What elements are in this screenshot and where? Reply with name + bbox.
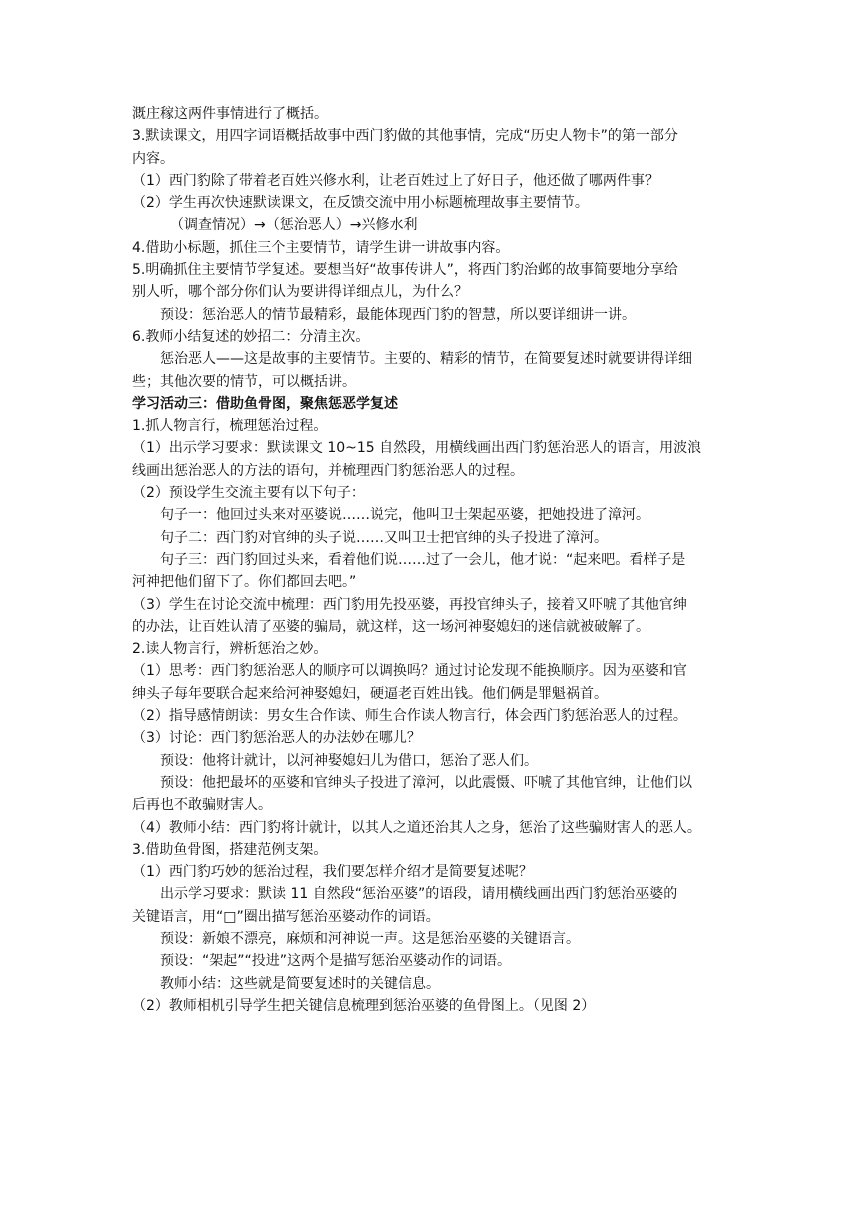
text-line: 句子三：西门豹回过头来，看着他们说……过了一会儿，他才说：“起来吧。看样子是 (160, 551, 686, 568)
text-line: 出示学习要求：默读 11 自然段“惩治巫婆”的语段，请用横线画出西门豹惩治巫婆的 (160, 886, 678, 903)
text-line: 预设：惩治恶人的情节最精彩，最能体现西门豹的智慧，所以要详细讲一讲。 (160, 306, 636, 323)
text-line: 河神把他们留下了。你们都回去吧。” (132, 574, 357, 591)
text-line: （1）出示学习要求：默读课文 10~15 自然段，用横线画出西门豹惩治恶人的语言，用波浪 (132, 440, 702, 457)
text-line: 3.默读课文，用四字词语概括故事中西门豹做的其他事情，完成“历史人物卡”的第一部分 (132, 128, 678, 145)
text-line: 预设：他把最坏的巫婆和官绅头子投进了漳河，以此震慑、吓唬了其他官绅，让他们以 (160, 774, 692, 791)
text-line: 6.教师小结复述的妙招二：分清主次。 (132, 328, 370, 345)
text-line: 些；其他次要的情节，可以概括讲。 (132, 373, 356, 390)
text-line: 预设：新娘不漂亮，麻烦和河神说一声。这是惩治巫婆的关键语言。 (160, 930, 580, 947)
text-line: 预设：他将计就计，以河神娶媳妇儿为借口，惩治了恶人们。 (160, 752, 538, 769)
text-line: （3）学生在讨论交流中梳理：西门豹用先投巫婆，再投官绅头子，接着又吓唬了其他官绅 (132, 596, 687, 613)
text-line: （2）教师相机引导学生把关键信息梳理到惩治巫婆的鱼骨图上。（见图 2） (132, 997, 596, 1014)
text-line: 4.借助小标题，抓住三个主要情节，请学生讲一讲故事内容。 (132, 239, 510, 256)
text-line: 2.读人物言行，辨析惩治之妙。 (132, 641, 328, 658)
text-line: （1）西门豹巧妙的惩治过程，我们要怎样介绍才是简要复述呢？ (132, 864, 533, 881)
text-line: 后再也不敢骗财害人。 (132, 797, 272, 814)
text-line: （4）教师小结：西门豹将计就计，以其人之道还治其人之身，惩治了这些骗财害人的恶人。 (132, 819, 701, 836)
text-line: （2）学生再次快速默读课文，在反馈交流中用小标题梳理故事主要情节。 (132, 195, 589, 212)
text-line: 句子一：他回过头来对巫婆说……说完，他叫卫士架起巫婆，把她投进了漳河。 (160, 507, 650, 524)
text-line: 1.抓人物言行，梳理惩治过程。 (132, 418, 328, 435)
text-line: 句子二：西门豹对官绅的头子说……又叫卫士把官绅的头子投进了漳河。 (160, 529, 608, 546)
text-line: （1）思考：西门豹惩治恶人的顺序可以调换吗？通过讨论发现不能换顺序。因为巫婆和官 (132, 663, 687, 680)
text-line: （1）西门豹除了带着老百姓兴修水利，让老百姓过上了好日子，他还做了哪两件事？ (132, 172, 659, 189)
text-line: 教师小结：这些就是简要复述时的关键信息。 (160, 975, 440, 992)
text-line: 关键语言，用“□”圈出描写惩治巫婆动作的词语。 (132, 908, 440, 925)
text-line: （调查情况）→（惩治恶人）→兴修水利 (170, 217, 418, 234)
text-line: 绅头子每年要联合起来给河神娶媳妇，硬逼老百姓出钱。他们俩是罪魁祸首。 (132, 685, 608, 702)
document-body (132, 103, 732, 1017)
text-line: 惩治恶人——这是故事的主要情节。主要的、精彩的情节，在简要复述时就要讲得详细 (160, 351, 692, 368)
text-line: （2）预设学生交流主要有以下句子： (132, 485, 365, 502)
text-line: （3）讨论：西门豹惩治恶人的办法妙在哪儿？ (132, 730, 421, 747)
text-line: 5.明确抓住主要情节学复述。要想当好“故事传讲人”，将西门豹治邺的故事简要地分享给 (132, 262, 678, 279)
text-line: 线画出惩治恶人的方法的语句，并梳理西门豹惩治恶人的过程。 (132, 462, 524, 479)
text-line: 预设：“架起”“投进”这两个是描写惩治巫婆动作的词语。 (160, 953, 512, 970)
text-line: （2）指导感情朗读：男女生合作读、师生合作读人物言行，体会西门豹惩治恶人的过程。 (132, 708, 687, 725)
text-line: 内容。 (132, 150, 174, 167)
text-line: 别人听，哪个部分你们认为要讲得详细点儿，为什么？ (132, 284, 468, 301)
section-heading: 学习活动三：借助鱼骨图，聚焦惩恶学复述 (132, 395, 398, 412)
text-line: 溉庄稼这两件事情进行了概括。 (132, 106, 328, 122)
text-line: 的办法，让百姓认清了巫婆的骗局，就这样，这一场河神娶媳妇的迷信就被破解了。 (132, 618, 650, 635)
text-line: 3.借助鱼骨图，搭建范例支架。 (132, 841, 328, 858)
